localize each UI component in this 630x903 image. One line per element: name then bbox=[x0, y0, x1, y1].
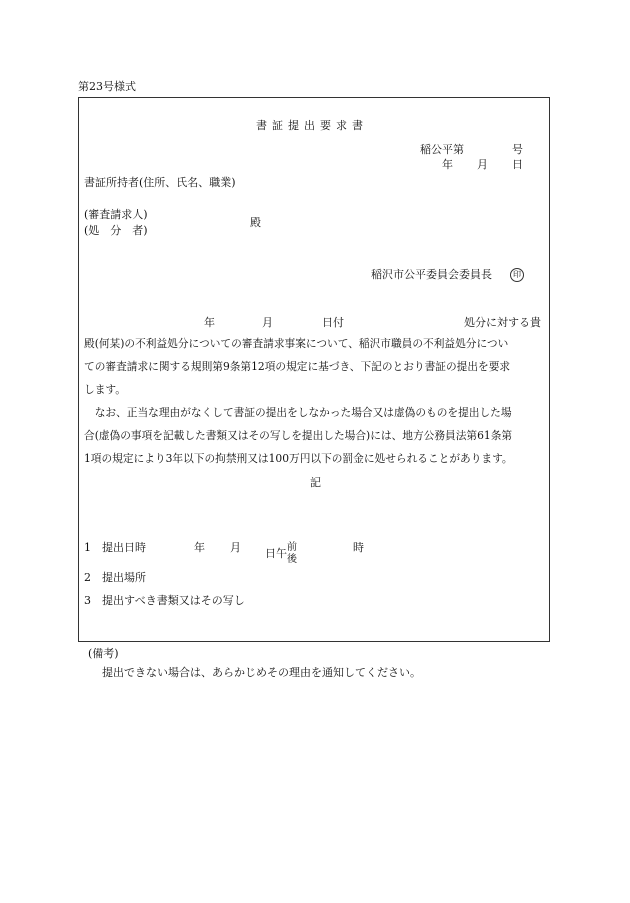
honorific: 殿 bbox=[250, 216, 261, 229]
date-month: 月 bbox=[477, 158, 488, 171]
body-line: します。 bbox=[84, 383, 126, 396]
holder-label: 書証所持者(住所、氏名、職業) bbox=[84, 176, 236, 189]
date-day: 日 bbox=[512, 158, 523, 171]
pm-label: 後 bbox=[287, 554, 297, 565]
body-line: 1項の規定により3年以下の拘禁刑又は100万円以下の罰金に処せられることがあります。 bbox=[84, 452, 513, 465]
item1-month: 月 bbox=[230, 541, 241, 554]
body-line: ての審査請求に関する規則第9条第12項の規定に基づき、下記のとおり書証の提出を要求 bbox=[84, 360, 511, 373]
notes-text: 提出できない場合は、あらかじめその理由を通知してください。 bbox=[102, 666, 421, 679]
item1-hour: 時 bbox=[353, 541, 364, 554]
item1-day bbox=[265, 542, 297, 566]
seal-mark bbox=[510, 268, 524, 282]
date-year: 年 bbox=[442, 158, 453, 171]
document-title: 書証提出要求書 bbox=[256, 119, 368, 132]
document-number-prefix: 稲公平第 bbox=[420, 143, 464, 156]
body-line: 殿(何某)の不利益処分についての審査請求事案について、稲沢市職員の不利益処分につい bbox=[84, 337, 509, 350]
ki-heading: 記 bbox=[310, 476, 321, 489]
form-number: 第23号様式 bbox=[78, 80, 136, 93]
item1-year: 年 bbox=[194, 541, 205, 554]
item2-label: 2 提出場所 bbox=[84, 571, 146, 584]
document-number-suffix: 号 bbox=[512, 143, 523, 156]
body-year: 年 bbox=[204, 316, 215, 329]
item1-noon-char: 午 bbox=[276, 547, 287, 560]
body-tail: 処分に対する貴 bbox=[464, 316, 541, 329]
am-label: 前 bbox=[287, 542, 297, 553]
notes-label: (備考) bbox=[88, 647, 119, 660]
item1-day-char: 日 bbox=[265, 547, 276, 560]
issuer-name: 稲沢市公平委員会委員長 bbox=[371, 268, 492, 281]
body-day: 日付 bbox=[322, 316, 344, 329]
body-month: 月 bbox=[262, 316, 273, 329]
am-pm-stack bbox=[287, 542, 297, 566]
seal-char: 印 bbox=[510, 268, 524, 282]
requester-label: (審査請求人) bbox=[84, 208, 148, 221]
respondent-label: (処 分 者) bbox=[84, 224, 148, 237]
item1-label: 1 提出日時 bbox=[84, 541, 146, 554]
body-line: なお、正当な理由がなくして書証の提出をしなかった場合又は虚偽のものを提出した場 bbox=[84, 406, 512, 419]
body-line: 合(虚偽の事項を記載した書類又はその写しを提出した場合)には、地方公務員法第61条第 bbox=[84, 429, 513, 442]
item3-label: 3 提出すべき書類又はその写し bbox=[84, 594, 245, 607]
